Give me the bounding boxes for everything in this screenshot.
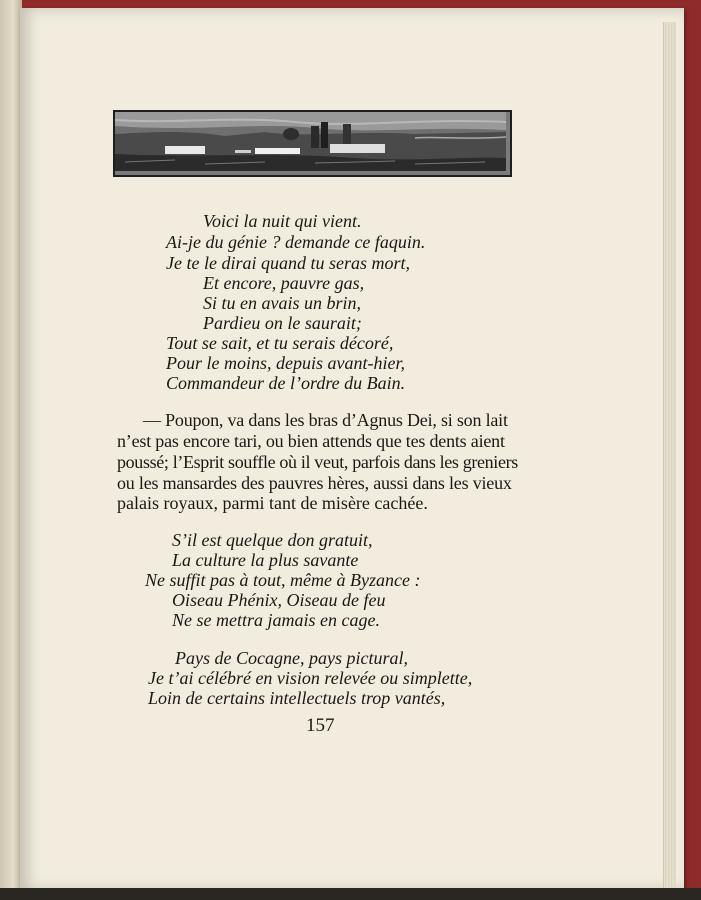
verse-line: Pardieu on le saurait; (203, 313, 362, 333)
verse-line: Et encore, pauvre gas, (203, 273, 365, 293)
verse-line: Oiseau Phénix, Oiseau de feu (172, 590, 386, 610)
verse-line: Je t’ai célébré en vision relevée ou simplette, (148, 668, 473, 688)
verse-line: Tout se sait, et tu serais décoré, (166, 333, 394, 353)
verse-line: Pays de Cocagne, pays pictural, (175, 648, 408, 668)
verse-line: Pour le moins, depuis avant-hier, (166, 353, 405, 373)
prose-line: n’est pas encore tari, ou bien attends que tes dents aient (117, 431, 505, 451)
prose-line: — Poupon, va dans les bras d’Agnus Dei, si son lait (143, 410, 508, 430)
verse-line: S’il est quelque don gratuit, (172, 530, 373, 550)
prose-line: poussé; l’Esprit souffle où il veut, parfois dans les greniers (117, 452, 518, 472)
prose-line: ou les mansardes des pauvres hères, aussi dans les vieux (117, 473, 512, 493)
verse-line: Voici la nuit qui vient. (203, 211, 362, 231)
verse-line: Loin de certains intellectuels trop vantés, (148, 688, 446, 708)
verse-line: Si tu en avais un brin, (203, 293, 361, 313)
page-number: 157 (306, 715, 335, 736)
verse-line: Ne se mettra jamais en cage. (172, 610, 380, 630)
prose-line: palais royaux, parmi tant de misère cachée. (117, 493, 428, 513)
verse-line: La culture la plus savante (172, 550, 359, 570)
verse-line: Ai-je du génie ? demande ce faquin. (166, 232, 426, 252)
verse-line: Commandeur de l’ordre du Bain. (166, 373, 406, 393)
verse-line: Ne suffit pas à tout, même à Byzance : (145, 570, 421, 590)
verse-line: Je te le dirai quand tu seras mort, (166, 253, 410, 273)
